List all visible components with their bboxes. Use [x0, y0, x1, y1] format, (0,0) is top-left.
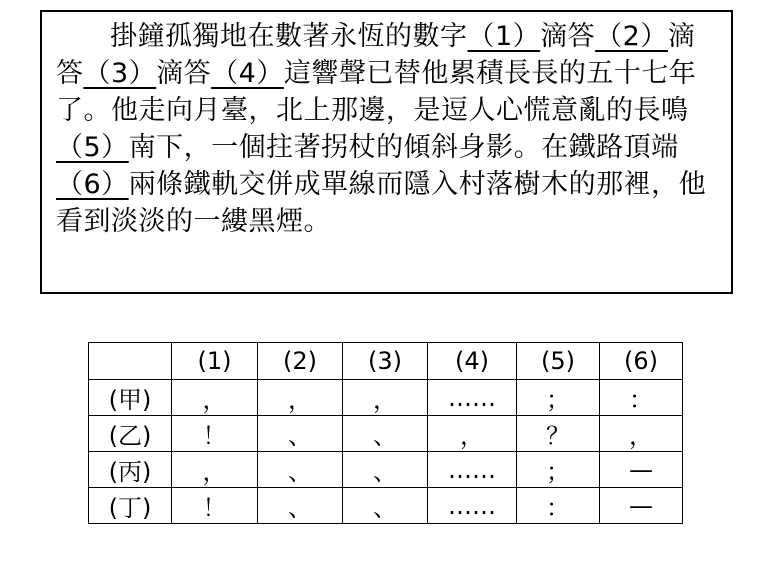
table-cell: ；	[517, 452, 600, 488]
passage-segment: 南下，一個拄著拐杖的傾斜身影。在鐵路頂端	[128, 132, 679, 163]
blank-4: （4）	[211, 58, 284, 89]
table-cell: ，	[258, 380, 343, 416]
table-cell: 、	[258, 416, 343, 452]
passage-text	[56, 18, 721, 240]
row-label: (丁)	[89, 488, 172, 524]
table-cell: 、	[343, 452, 428, 488]
table-cell: ：	[600, 380, 683, 416]
passage-segment: 兩條鐵軌交併成單線而隱入村落樹木的那裡，他看到淡淡的一縷黑煙。	[56, 169, 707, 237]
passage-segment: 滴答	[156, 58, 212, 89]
table-cell: ……	[428, 452, 517, 488]
blank-2: （2）	[595, 21, 668, 52]
table-cell: ！	[172, 416, 258, 452]
table-cell: ，	[428, 416, 517, 452]
header-cell-5: (5)	[517, 343, 600, 380]
blank-6: （6）	[56, 169, 129, 200]
header-cell-2: (2)	[258, 343, 343, 380]
table-cell: ，	[172, 452, 258, 488]
options-table	[88, 342, 683, 524]
table-cell: ，	[172, 380, 258, 416]
table-row	[89, 380, 683, 416]
table-cell: ？	[517, 416, 600, 452]
table-cell: ！	[172, 488, 258, 524]
table-cell: —	[600, 452, 683, 488]
row-label: (乙)	[89, 416, 172, 452]
table-cell: ……	[428, 380, 517, 416]
table-cell: ：	[517, 488, 600, 524]
table-cell: ；	[517, 380, 600, 416]
header-cell-6: (6)	[600, 343, 683, 380]
row-label: (丙)	[89, 452, 172, 488]
header-cell-empty	[89, 343, 172, 380]
header-cell-1: (1)	[172, 343, 258, 380]
table-cell: ，	[343, 380, 428, 416]
header-cell-3: (3)	[343, 343, 428, 380]
passage-segment: 滴答	[56, 21, 696, 89]
passage-segment: 掛鐘孤獨地在數著永恆的數字	[110, 21, 468, 52]
table-cell: 、	[258, 452, 343, 488]
table-row	[89, 488, 683, 524]
blank-1: （1）	[467, 21, 541, 52]
passage-box	[40, 10, 733, 294]
table-row	[89, 416, 683, 452]
table-row	[89, 452, 683, 488]
passage-segment: 這響聲已替他累積長長的五十七年了。他走向月臺，北上那邊，是逗人心慌意亂的長鳴	[56, 58, 697, 126]
table-cell: —	[600, 488, 683, 524]
blank-3: （3）	[83, 58, 157, 89]
table-cell: 、	[258, 488, 343, 524]
passage-segment: 滴答	[540, 21, 596, 52]
table-header-row	[89, 343, 683, 380]
header-cell-4: (4)	[428, 343, 517, 380]
blank-5: （5）	[56, 132, 129, 163]
table-cell: 、	[343, 488, 428, 524]
table-cell: ，	[600, 416, 683, 452]
table-cell: 、	[343, 416, 428, 452]
table-cell: ……	[428, 488, 517, 524]
row-label: (甲)	[89, 380, 172, 416]
